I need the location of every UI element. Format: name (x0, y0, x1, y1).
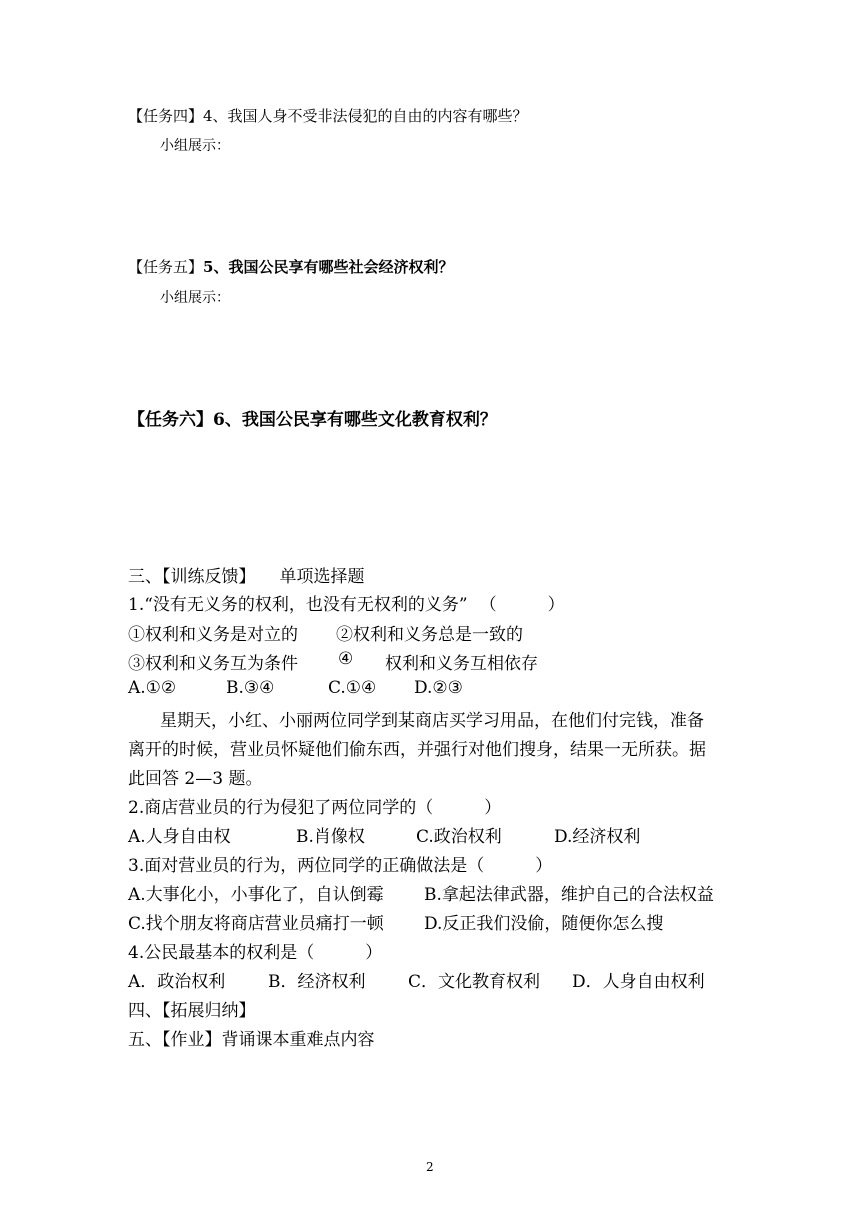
q1-statement: ①权利和义务是对立的 (128, 625, 298, 645)
q2-stem: 2.商店营业员的行为侵犯了两位同学的（ ） (128, 798, 502, 818)
q1-statement: 权利和义务互相依存 (385, 654, 538, 674)
q1-statement: ④ (338, 649, 354, 669)
q1-option: A.①② (128, 678, 177, 698)
q1-answer-bracket: （ ） (479, 595, 565, 615)
passage-line: 离开的时候，营业员怀疑他们偷东西，并强行对他们搜身，结果一无所获。据 (128, 740, 706, 760)
section5-text: 背诵课本重难点内容 (221, 1030, 375, 1050)
task6-tag: 【任务六】 (128, 410, 213, 430)
q4-option: C．文化教育权利 (408, 972, 541, 992)
q1-statement: ③权利和义务互为条件 (128, 654, 298, 674)
passage-line: 星期天，小红、小丽两位同学到某商店买学习用品，在他们付完钱，准备 (160, 711, 704, 731)
task4-tag: 【任务四】 (128, 107, 204, 125)
q1-statements-row2 (128, 649, 728, 673)
task5-tag: 【任务五】 (128, 258, 204, 276)
q2-option: A.人身自由权 (128, 827, 231, 847)
passage-line: 此回答 2—3 题。 (128, 769, 263, 789)
section3-subheading: 单项选择题 (279, 567, 365, 587)
q1-statements-row1 (128, 620, 728, 644)
q4-option: B．经济权利 (268, 972, 366, 992)
q3-stem: 3.面对营业员的行为，两位同学的正确做法是（ ） (128, 856, 553, 876)
section5-homework (128, 1025, 375, 1050)
q1-options (128, 678, 728, 702)
q2-options (128, 822, 728, 846)
q4-stem: 4.公民最基本的权利是（ ） (128, 943, 383, 963)
q3-option: D.反正我们没偷，随便你怎么搜 (424, 914, 664, 934)
q3-option: C.找个朋友将商店营业员痛打一顿 (128, 914, 384, 934)
q4-options (128, 967, 728, 991)
q4-option: D．人身自由权利 (572, 972, 705, 992)
task4-group-display: 小组展示： (160, 138, 230, 154)
q1-stem (128, 590, 565, 615)
task6-question (128, 405, 497, 430)
section5-heading: 五、【作业】 (128, 1030, 222, 1050)
q3-options-row2 (128, 909, 728, 933)
task5-group-display: 小组展示： (160, 290, 230, 306)
task5-text: 5、我国公民享有哪些社会经济权利？ (203, 258, 454, 276)
section4-heading: 四、【拓展归纳】 (128, 1001, 256, 1021)
q3-options-row1 (128, 880, 728, 904)
section3-heading (128, 562, 365, 587)
section3-title: 三、【训练反馈】 (128, 567, 256, 587)
q3-option: A.大事化小，小事化了，自认倒霉 (128, 885, 384, 905)
task5-question (128, 256, 453, 277)
q1-option: C.①④ (328, 678, 377, 698)
task6-text: 6、我国公民享有哪些文化教育权利？ (213, 410, 497, 430)
q1-statement: ②权利和义务总是一致的 (336, 625, 523, 645)
q2-option: D.经济权利 (554, 827, 641, 847)
q3-option: B.拿起法律武器，维护自己的合法权益 (424, 885, 714, 905)
task4-text: 4、我国人身不受非法侵犯的自由的内容有哪些？ (203, 107, 528, 125)
q1-option: D.②③ (414, 678, 463, 698)
q1-option: B.③④ (226, 678, 275, 698)
q4-option: A．政治权利 (128, 972, 226, 992)
q2-option: B.肖像权 (296, 827, 365, 847)
task4-question (128, 105, 528, 126)
q2-option: C.政治权利 (416, 827, 502, 847)
q1-stem-text: 1.“没有无义务的权利，也没有无权利的义务” (128, 595, 468, 615)
page-number: 2 (426, 1160, 434, 1174)
